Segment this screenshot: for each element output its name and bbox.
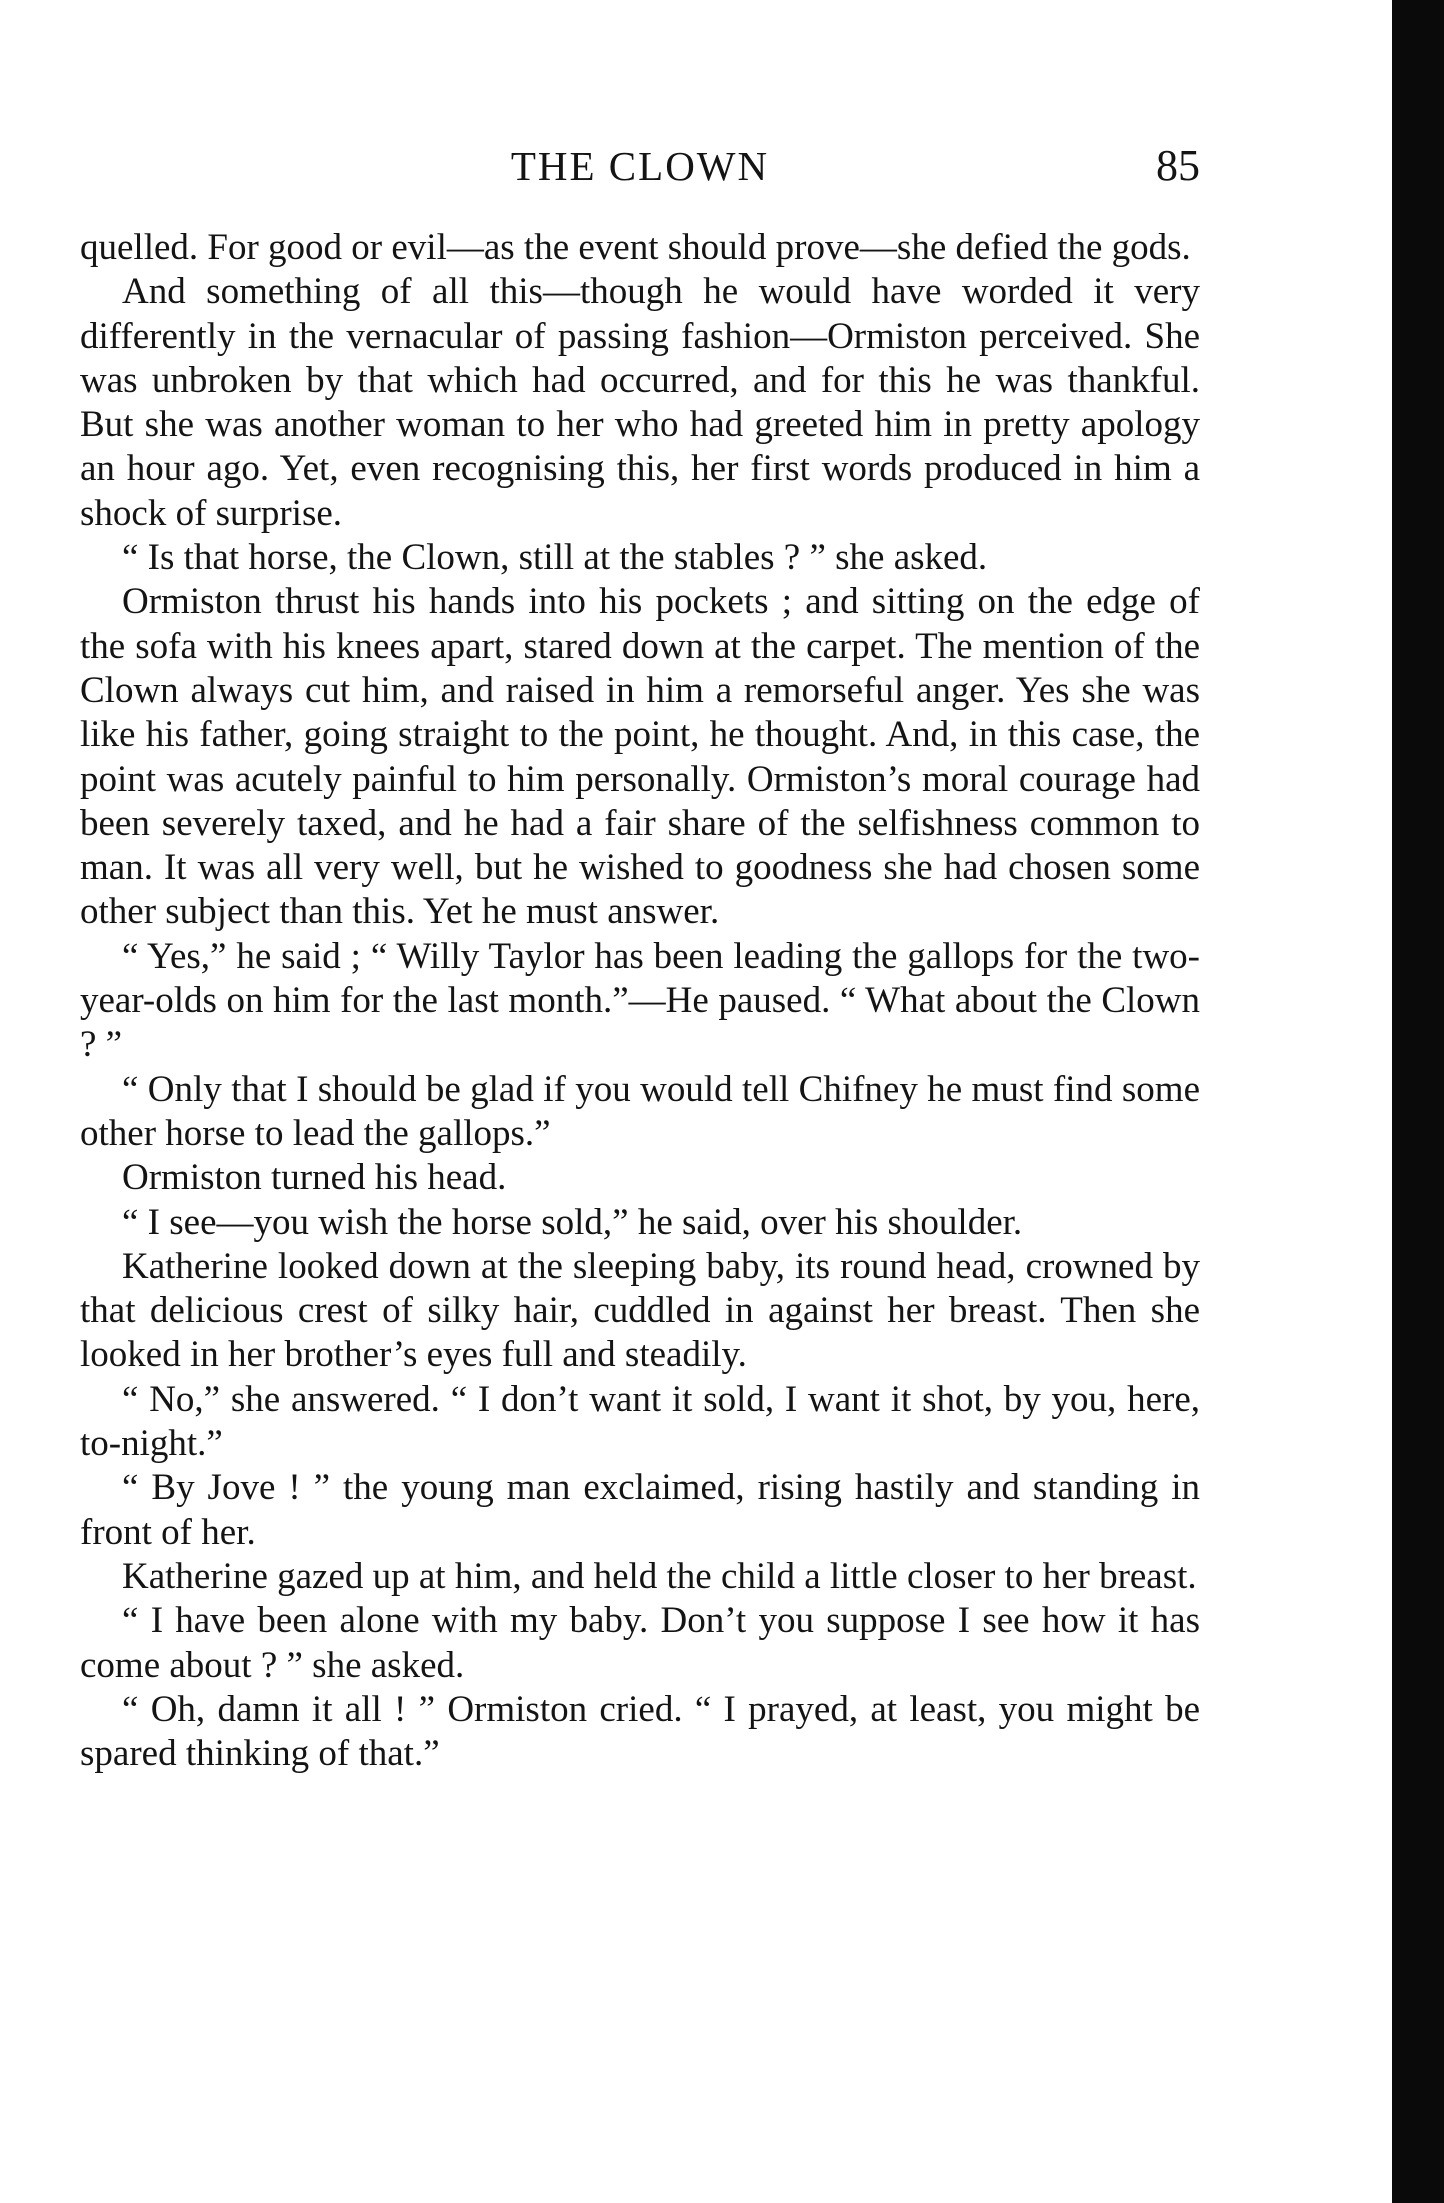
paragraph: Katherine gazed up at him, and held the child a little closer to her breast. <box>122 1555 1197 1597</box>
paragraph: “ Only that I should be glad if you would tell Chifney he must find some other horse to lead the gallops.” <box>80 1068 1200 1154</box>
paragraph: “ I have been alone with my baby. Don’t you suppose I see how it has come about ? ” she asked. <box>80 1600 1200 1686</box>
paragraph: quelled. For good or evil—as the event should prove—she defied the gods. <box>80 227 1191 268</box>
paragraph: “ I see—you wish the horse sold,” he said, over his shoulder. <box>122 1201 1023 1243</box>
paragraph: “ Oh, damn it all ! ” Ormiston cried. “ I prayed, at least, you might be spared thinking of that.” <box>80 1688 1200 1775</box>
body-text <box>80 226 1200 1776</box>
paragraph: Katherine looked down at the sleeping baby, its round head, crowned by that delicious crest of silky hair, cuddled in against her breast. Then she looked in her brother’s eyes full and steadily. <box>80 1245 1200 1376</box>
paragraph: “ Is that horse, the Clown, still at the stables ? ” she asked. <box>122 537 988 579</box>
page-number: 85 <box>1156 141 1200 190</box>
paragraph: “ By Jove ! ” the young man exclaimed, rising hastily and standing in front of her. <box>80 1467 1200 1553</box>
scan-dark-edge <box>1392 0 1444 2203</box>
paragraph: And something of all this—though he would have worded it very differently in the vernacular of passing fashion—Ormiston perceived. She was unbroken by that which had occurred, and for this he was thankful. But she was another woman to her who had greeted him in pretty apology an hour ago. Yet, even recognising this, her first words produced in him a shock of surprise. <box>80 271 1200 534</box>
running-head <box>80 136 1200 196</box>
paragraph: “ Yes,” he said ; “ Willy Taylor has been leading the gallops for the two-year-olds on him for the last month.”—He paused. “ What about the Clown ? ” <box>80 935 1200 1066</box>
paragraph: “ No,” she answered. “ I don’t want it sold, I want it shot, by you, here, to-night.” <box>80 1378 1200 1465</box>
paragraph: Ormiston turned his head. <box>122 1157 507 1199</box>
running-title: THE CLOWN <box>510 143 770 189</box>
paragraph: Ormiston thrust his hands into his pockets ; and sitting on the edge of the sofa with his knees apart, stared down at the carpet. The mention of the Clown always cut him, and raised in him a remorseful anger. Yes she was like his father, going straight to the point, he thought. And, in this case, the point was acutely painful to him personally. Ormiston’s moral courage had been severely taxed, and he had a fair share of the selfishness common to man. It was all very well, but he wished to goodness she had chosen some other subject than this. Yet he must answer. <box>80 581 1200 933</box>
